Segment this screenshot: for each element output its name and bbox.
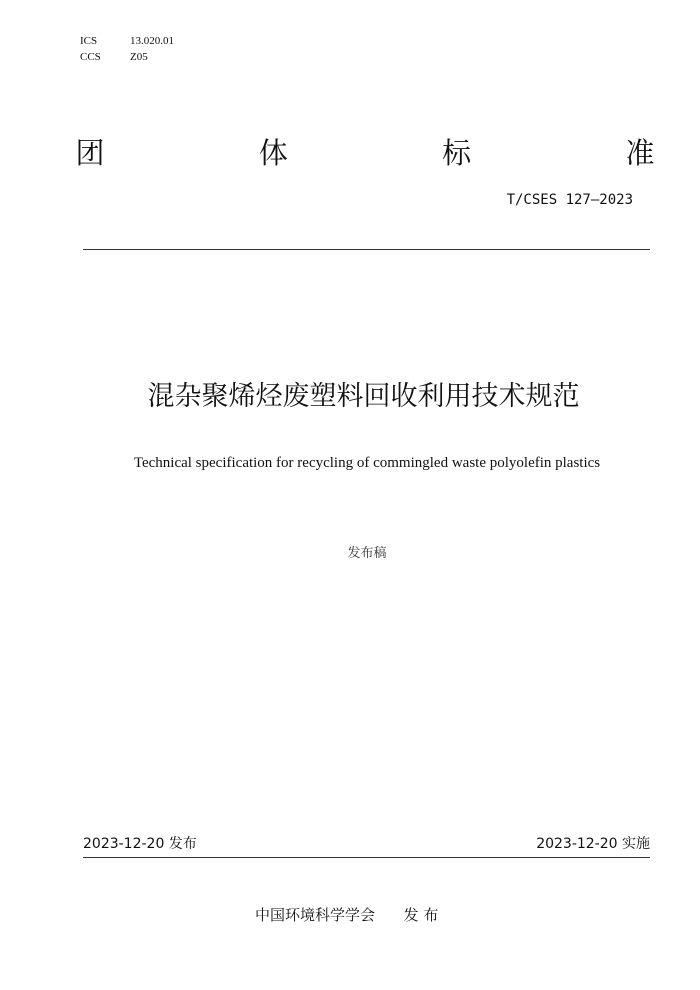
standard-type-char: 团 — [75, 136, 105, 170]
dates-row — [83, 835, 650, 853]
standard-type-char: 准 — [625, 136, 655, 170]
ccs-value: Z05 — [130, 51, 148, 63]
title-chinese: 混杂聚烯烃废塑料回收利用技术规范 — [147, 381, 580, 412]
ics-label: ICS — [80, 35, 98, 47]
standard-number: T/CSES 127—2023 — [506, 192, 633, 208]
header-divider — [83, 249, 650, 250]
publisher-action: 发 布 — [403, 906, 439, 924]
draft-status-label: 发布稿 — [347, 546, 387, 561]
publisher-line — [255, 905, 438, 925]
classification-block — [80, 33, 174, 65]
ics-row — [80, 33, 174, 49]
footer-divider — [83, 857, 650, 858]
ccs-row — [80, 49, 174, 65]
implementation-date: 2023-12-20 实施 — [536, 836, 650, 852]
publisher-org: 中国环境科学学会 — [255, 906, 376, 924]
standard-type-heading — [70, 133, 660, 173]
standard-type-char: 体 — [258, 136, 288, 170]
issue-date: 2023-12-20 发布 — [83, 836, 197, 852]
ccs-label: CCS — [80, 51, 101, 63]
ics-value: 13.020.01 — [130, 35, 174, 47]
standard-type-char: 标 — [442, 136, 472, 170]
title-english: Technical specification for recycling of commingled waste polyolefin plastics — [133, 455, 601, 471]
